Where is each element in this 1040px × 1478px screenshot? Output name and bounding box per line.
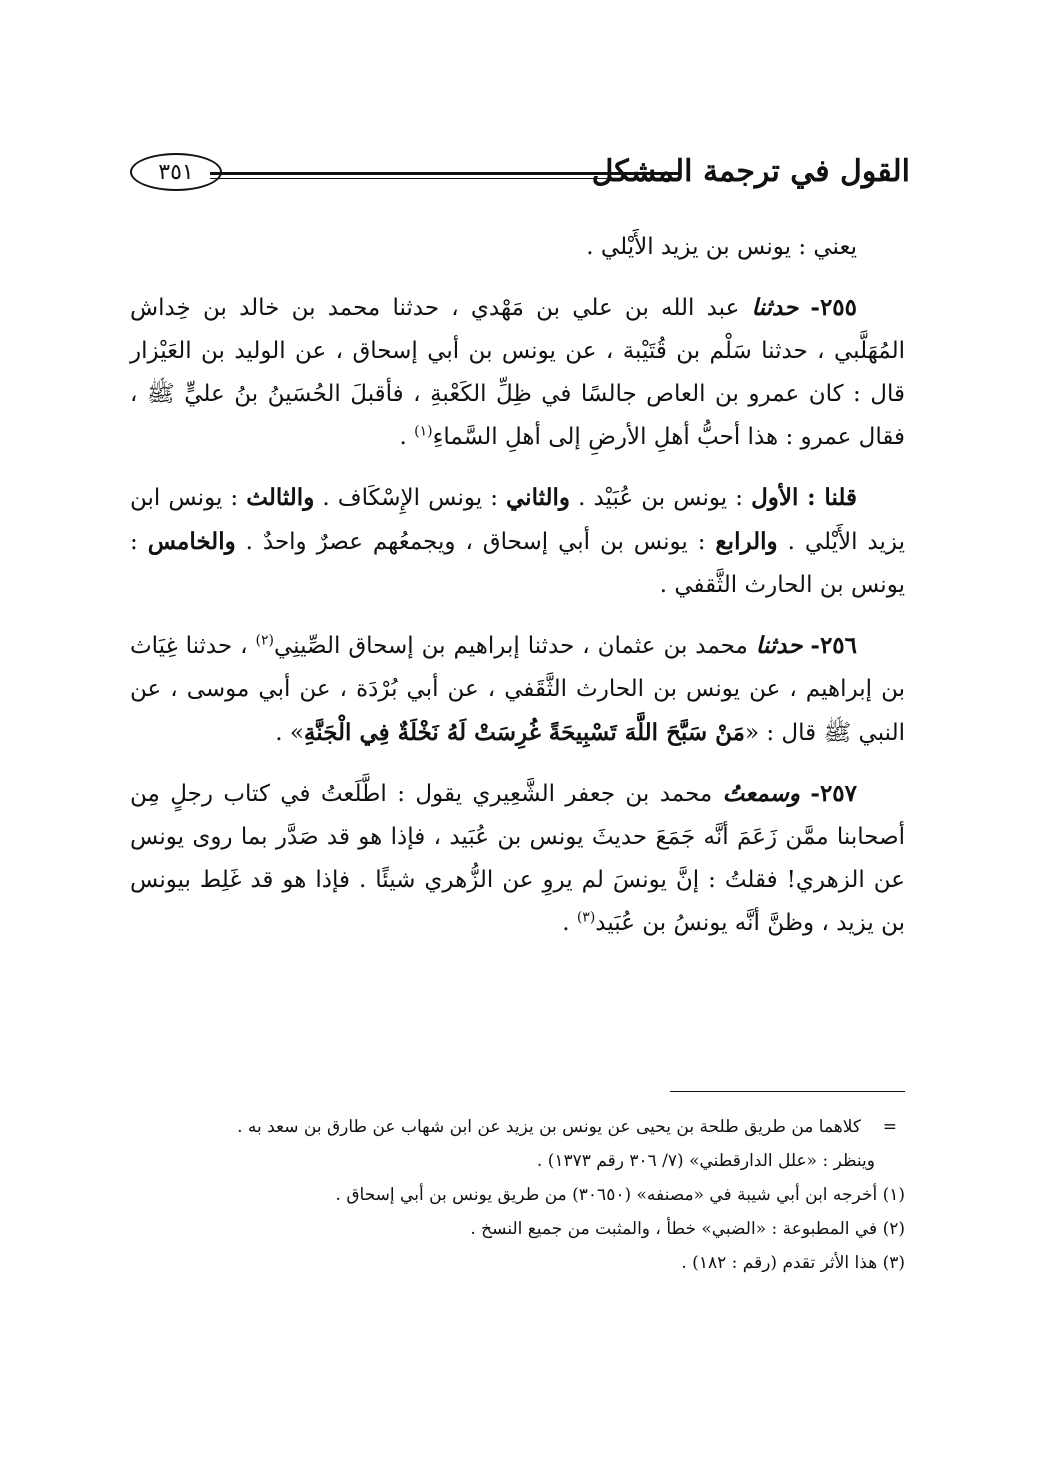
hadith-keyword-257: وسمعتُ (722, 780, 800, 807)
page-number-badge (130, 153, 222, 191)
hadith-text-257: محمد بن جعفر الشَّعِيري يقول : اطَّلَعتُ في كتاب رجلٍ مِن أصحابنا ممَّن زَعَمَ أنَّه جَمَعَ حديثَ يونس بن عُبَيد ، فإذا هو قد صَدَّر بما روى يونس عن الزهري! فقلتُ : إنَّ يونسَ لم يروِ عن الزُّهري شيئًا . فإذا هو قد غَلِط بيونس بن يزيد ، وظنَّ أنَّه يونسُ بن عُبَيد (130, 781, 905, 936)
footnote-1 (130, 1180, 905, 1210)
text-second: : يونس الإِسْكَاف . (314, 485, 507, 511)
footnote-ref-3[interactable]: (٣) (576, 909, 596, 926)
hadith-end-257: . (562, 910, 577, 936)
label-second: والثاني (506, 484, 571, 511)
hadith-end-255: . (399, 424, 415, 450)
prophetic-quote: مَنْ سَبَّحَ اللَّهَ تَسْبِيحَةً غُرِسَتْ لَهُ نَخْلَةٌ فِي الْجَنَّةِ (303, 719, 745, 746)
footnote-ref-2[interactable]: (٢) (255, 632, 274, 649)
hadith-keyword-256: حدثنا (755, 632, 803, 659)
hadith-end-256: » . (275, 720, 304, 746)
footnote-continuation-line-2 (130, 1146, 905, 1176)
footnote-continuation-text-2: وينظر : «علل الدارقطني» (٧/ ٣٠٦ رقم ١٣٧٣) . (536, 1151, 875, 1171)
text-fifth: : يونس بن الحارث الثَّقفي . (130, 529, 905, 598)
hadith-keyword-255: حدثنا (751, 294, 799, 321)
paragraph-1-text: يعني : يونس بن يزيد الأَيْلي . (586, 234, 857, 260)
page-header (130, 150, 910, 200)
text-first: : يونس بن عُبَيْد . (570, 485, 752, 511)
label-fifth: والخامس (147, 528, 236, 555)
paragraph-1 (130, 226, 905, 269)
header-rule (210, 172, 680, 179)
hadith-number-255: ٢٥٥- (810, 294, 858, 321)
footnote-1-text: (١) أخرجه ابن أبي شيبة في «مصنفه» (٣٠٦٥٠) من طريق يونس بن أبي إسحاق . (335, 1185, 905, 1205)
footnote-2-text: (٢) في المطبوعة : «الضبي» خطأ ، والمثبت من جميع النسخ . (470, 1219, 905, 1239)
commentary-lead: قلنا : (798, 484, 857, 511)
footnote-3-text: (٣) هذا الأثر تقدم (رقم : ١٨٢) . (681, 1253, 905, 1273)
main-text (130, 226, 905, 962)
label-fourth: والرابع (715, 528, 778, 555)
label-third: والثالث (246, 484, 315, 511)
running-title: القول في ترجمة المشكل (591, 154, 910, 189)
footnotes (130, 1112, 905, 1282)
hadith-number-256: ٢٥٦- (810, 632, 857, 659)
footnote-separator (670, 1091, 905, 1092)
text-fourth: : يونس بن أبي إسحاق ، ويجمعُهم عصرٌ واحدٌ . (235, 529, 716, 555)
footnote-continuation-line-1 (130, 1112, 905, 1142)
footnote-2 (130, 1214, 905, 1244)
page-number: ٣٥١ (158, 159, 194, 185)
hadith-text-256-b: ، حدثنا غِيَاث بن إبراهيم ، عن يونس بن الحارث الثَّقَفي ، عن أبي بُرْدَة ، عن أبي موسى ، عن النبي ﷺ قال : « (130, 633, 905, 746)
text-third: : يونس ابن يزيد الأَيْلي . (130, 485, 906, 555)
footnote-continuation-text-1: كلاهما من طريق طلحة بن يحيى عن يونس بن يزيد عن ابن شهاب عن طارق بن سعد به . (237, 1117, 861, 1137)
hadith-text-256-a: محمد بن عثمان ، حدثنا إبراهيم بن إسحاق الصِّينِي (274, 633, 756, 659)
footnote-ref-1[interactable]: (١) (414, 423, 433, 440)
paragraph-255 (130, 286, 905, 459)
hadith-text-255: عبد الله بن علي بن مَهْدي ، حدثنا محمد بن خالد بن خِداش المُهَلَّبي ، حدثنا سَلْم بن قُتَيْبة ، عن يونس بن أبي إسحاق ، عن الوليد بن العَيْزار قال : كان عمرو بن العاص جالسًا في ظِلِّ الكَعْبةِ ، فأقبلَ الحُسَينُ بنُ عليٍّ ﷺ ، فقال عمرو : هذا أحبُّ أهلِ الأرضِ إلى أهلِ السَّماءِ (130, 295, 905, 450)
footnote-3 (130, 1248, 905, 1278)
hadith-number-257: ٢٥٧- (810, 780, 857, 807)
paragraph-257 (130, 772, 905, 945)
paragraph-256 (130, 624, 905, 755)
label-first: الأول (751, 484, 799, 511)
paragraph-commentary (130, 476, 905, 607)
continuation-mark: = (882, 1117, 897, 1137)
